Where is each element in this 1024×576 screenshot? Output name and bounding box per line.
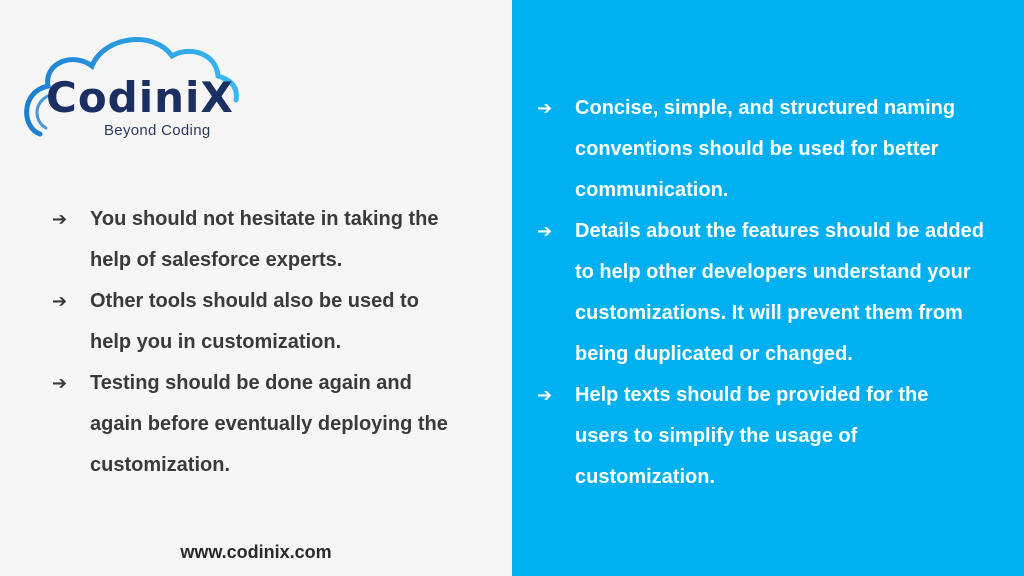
right-bullet-list [537,88,987,498]
arrow-right-icon: ➔ [537,98,553,119]
bullet-text: Help texts should be provided for the users to simplify the usage of customization. [575,384,929,488]
brand-logo [22,30,252,145]
bullet-text: Details about the features should be added to help other developers understand your customizations. It will prevent them from being duplicated or changed. [575,220,984,365]
arrow-right-icon: ➔ [52,209,68,230]
left-bullet-1 [52,199,452,281]
arrow-right-icon: ➔ [52,373,68,394]
right-bullet-1 [537,88,987,211]
left-bullet-3 [52,363,452,486]
arrow-right-icon: ➔ [537,221,553,242]
bullet-text: Testing should be done again and again before eventually deploying the customization. [90,372,448,476]
website-link[interactable]: www.codinix.com [180,542,332,562]
bullet-text: Concise, simple, and structured naming conventions should be used for better communication. [575,97,956,201]
arrow-right-icon: ➔ [537,385,553,406]
left-bullet-2 [52,281,452,363]
bullet-text: You should not hesitate in taking the help of salesforce experts. [90,208,439,271]
right-bullet-3 [537,375,987,498]
logo-tagline: Beyond Coding [104,122,211,139]
left-bullet-list [52,199,452,486]
logo-wordmark [46,74,234,122]
arrow-right-icon: ➔ [52,291,68,312]
logo-wordmark-x: X [200,73,234,122]
logo-wordmark-main: Codini [46,73,201,122]
right-bullet-2 [537,211,987,375]
bullet-text: Other tools should also be used to help you in customization. [90,290,419,353]
